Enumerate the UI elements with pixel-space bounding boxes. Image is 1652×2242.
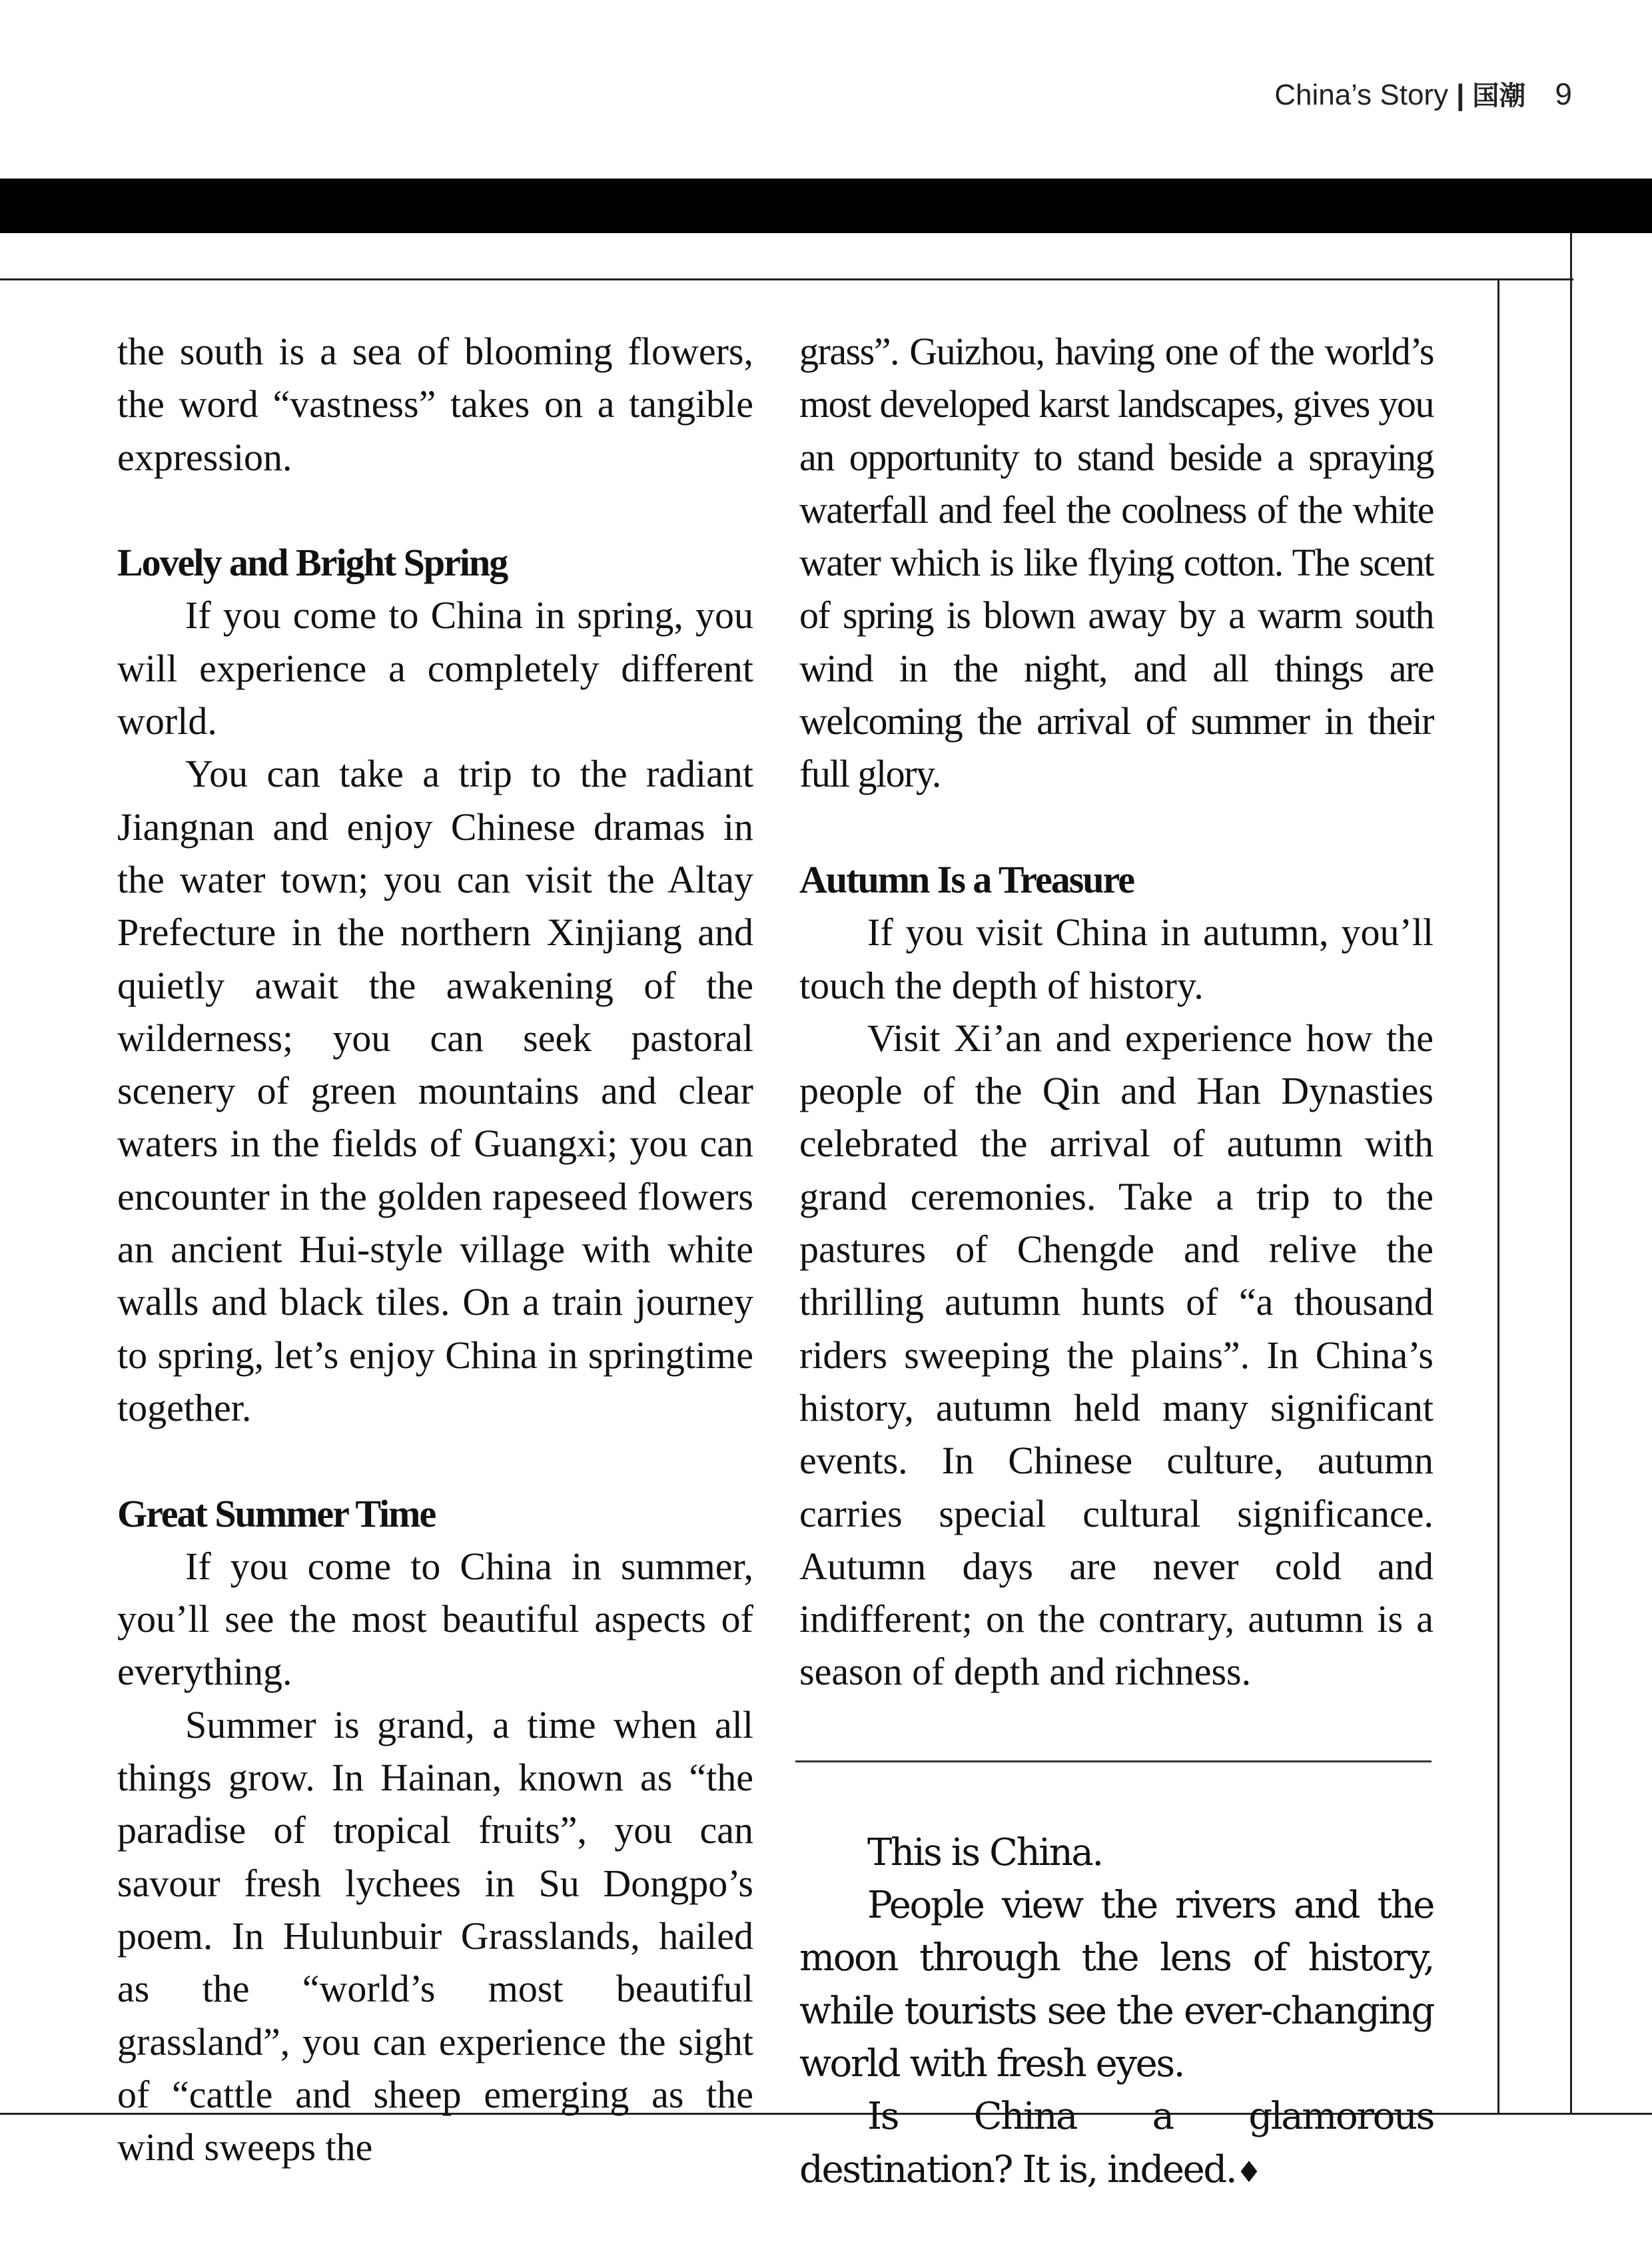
frame-outer-line <box>1570 233 1572 2115</box>
closing-paragraph-1: This is China. <box>867 1830 1102 1874</box>
autumn-paragraph-1: If you visit China in autumn, you’ll touch the depth of history. <box>799 911 1434 1007</box>
autumn-paragraph-2: Visit Xi’an and experience how the people of the Qin and Han Dynasties celebrated the arrival of autumn with grand ceremonies. Take a trip to the pastures of Chengde and relive the thrilling autumn hunts of “a thousand riders sweeping the plains”. In China’s history, autumn held many significant events. In Chinese culture, autumn carries special cultural significance. Autumn days are never cold and indifferent; on the contrary, autumn is a season of depth and richness. <box>799 1016 1434 1694</box>
intro-paragraph: the south is a sea of blooming flowers, the word “vastness” takes on a tangible expression. <box>117 330 753 479</box>
spring-heading: Lovely and Bright Spring <box>117 541 508 585</box>
closing-paragraph-3-text: Is China a glamorous destination? It is, indeed. <box>799 2095 1434 2191</box>
summer-continuation-paragraph: grass”. Guizhou, having one of the world’s most developed karst landscapes, gives you an opportunity to stand beside a spraying waterfall and feel the coolness of the white water which is like flying cotton. The scent of spring is blown away by a warm south wind in the night, and all things are welcoming the arrival of summer in their full glory. <box>799 330 1434 796</box>
summer-heading: Great Summer Time <box>117 1491 436 1535</box>
closing-divider <box>795 1760 1432 1762</box>
header-band <box>0 179 1652 233</box>
frame-inner-line <box>1497 278 1499 2115</box>
closing-paragraph-3 <box>799 2090 1434 2199</box>
section-title-zh: 国潮 <box>1472 81 1526 111</box>
header-separator: | <box>1456 79 1465 111</box>
closing-paragraph-2: People view the rivers and the moon through the lens of history, while tourists see the ever-changing world with fresh eyes. <box>799 1884 1434 2085</box>
left-column <box>117 325 753 2173</box>
end-mark-icon: ♦ <box>1236 2155 1261 2189</box>
spring-paragraph-1: If you come to China in spring, you will experience a completely different world. <box>117 593 753 743</box>
summer-paragraph-1: If you come to China in summer, you’ll see the most beautiful aspects of everything. <box>117 1544 753 1694</box>
right-column <box>799 325 1434 2199</box>
top-rule <box>0 278 1573 280</box>
summer-paragraph-2: Summer is grand, a time when all things grow. In Hainan, known as “the paradise of tropical fruits”, you can savour fresh lychees in Su Dongpo’s poem. In Hulunbuir Grasslands, hailed as the “world’s most beautiful grassland”, you can experience the sight of “cattle and sheep emerging as the wind sweeps the <box>117 1702 753 2169</box>
closing-section <box>799 1826 1434 2199</box>
running-header <box>1274 75 1572 113</box>
autumn-heading: Autumn Is a Treasure <box>799 857 1134 901</box>
section-title: China’s Story <box>1274 79 1449 111</box>
spring-paragraph-2: You can take a trip to the radiant Jiangnan and enjoy Chinese dramas in the water town; you can visit the Altay Prefecture in the northern Xinjiang and quietly await the awakening of the wilderness; you can seek pastoral scenery of green mountains and clear waters in the fields of Guangxi; you can encounter in the golden rapeseed flowers an ancient Hui-style village with white walls and black tiles. On a train journey to spring, let’s enjoy China in springtime together. <box>117 752 753 1429</box>
page-number: 9 <box>1555 77 1572 111</box>
